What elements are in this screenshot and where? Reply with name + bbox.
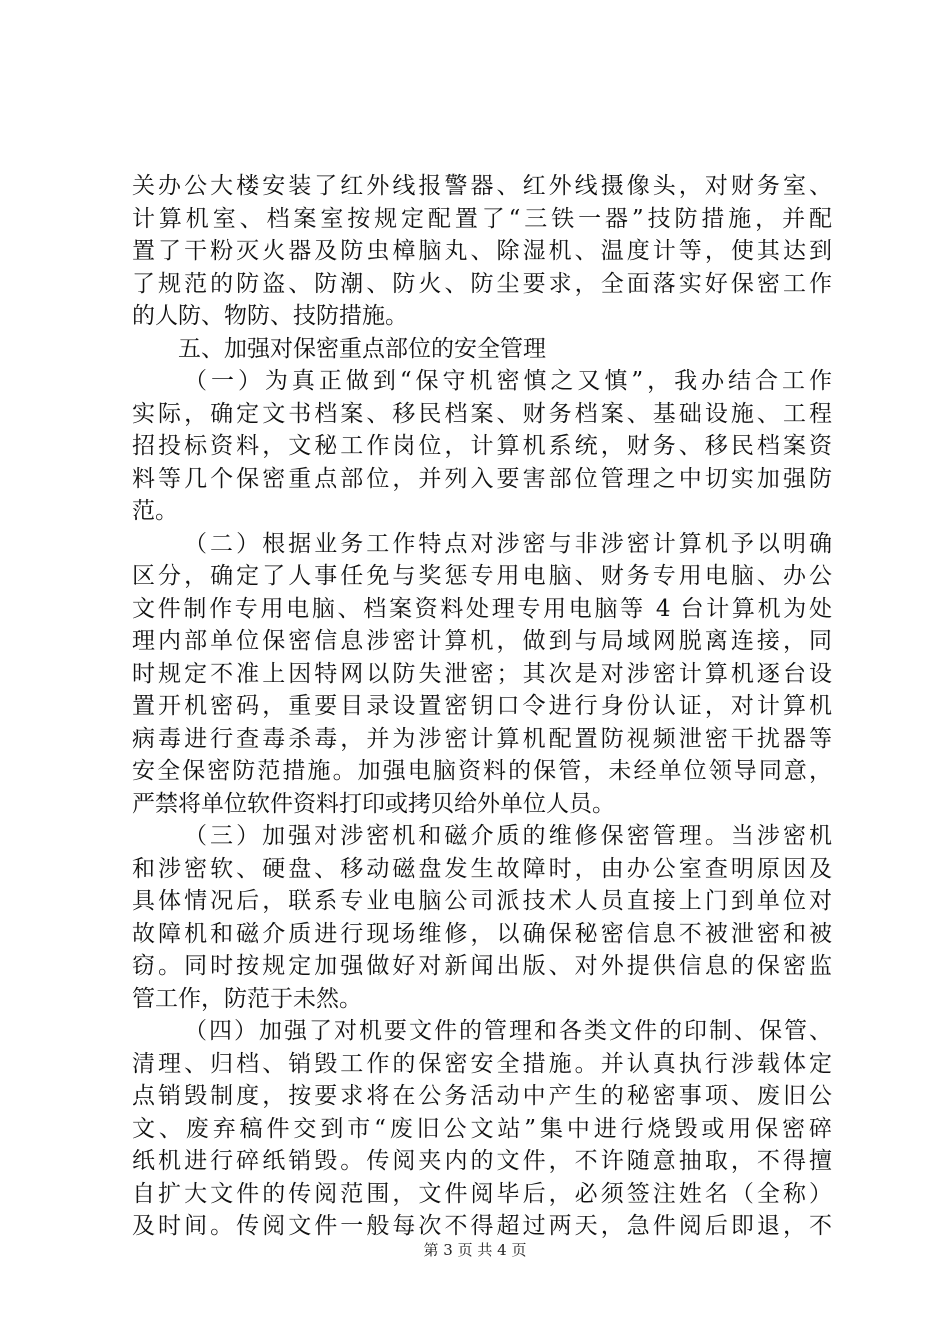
text-line: 文、废弃稿件交到市“废旧公文站”集中进行烧毁或用保密碎 [132,1115,832,1142]
text-line: 招投标资料，文秘工作岗位，计算机系统，财务、移民档案资 [132,433,832,459]
text-line: 了规范的防盗、防潮、防火、防尘要求，全面落实好保密工作 [132,270,832,297]
text-line: 的人防、物防、技防措施。 [132,303,408,329]
text-line: 实际，确定文书档案、移民档案、财务档案、基础设施、工程 [132,400,832,427]
text-line: 病毒进行查毒杀毒，并为涉密计算机配置防视频泄密干扰器等 [132,725,832,752]
text-line: （二）根据业务工作特点对涉密与非涉密计算机予以明确 [184,530,832,557]
text-line: 料等几个保密重点部位，并列入要害部位管理之中切实加强防 [132,465,832,492]
page-footer: 第 3 页 共 4 页 [423,1241,527,1259]
text-line: 清理、归档、销毁工作的保密安全措施。并认真执行涉载体定 [132,1050,832,1077]
text-line: 时规定不准上因特网以防失泄密；其次是对涉密计算机逐台设 [132,660,832,687]
section-heading: 五、加强对保密重点部位的安全管理 [178,335,546,362]
text-line: （一）为真正做到“保守机密慎之又慎”，我办结合工作 [184,368,832,394]
text-line: 置了干粉灭火器及防虫樟脑丸、除湿机、温度计等，使其达到 [132,238,832,264]
text-line: 安全保密防范措施。加强电脑资料的保管，未经单位领导同意， [132,758,832,784]
text-line: 计算机室、档案室按规定配置了“三铁一器”技防措施，并配 [132,205,832,232]
text-line: 故障机和磁介质进行现场维修，以确保秘密信息不被泄密和被 [132,920,832,947]
text-line: （四）加强了对机要文件的管理和各类文件的印制、保管、 [184,1018,832,1044]
text-line: 具体情况后，联系专业电脑公司派技术人员直接上门到单位对 [132,888,832,914]
text-line: 文件制作专用电脑、档案资料处理专用电脑等 4 台计算机为处 [132,595,832,622]
text-line: 窃。同时按规定加强做好对新闻出版、对外提供信息的保密监 [132,953,832,979]
document-body [132,170,832,1243]
text-line: 理内部单位保密信息涉密计算机，做到与局域网脱离连接，同 [132,628,832,654]
text-line: 点销毁制度，按要求将在公务活动中产生的秘密事项、废旧公 [132,1083,832,1109]
text-line: 自扩大文件的传阅范围，文件阅毕后，必须签注姓名（全称） [132,1180,832,1207]
text-line: 严禁将单位软件资料打印或拷贝给外单位人员。 [132,790,615,817]
text-line: 范。 [132,498,178,524]
text-line: 区分，确定了人事任免与奖惩专用电脑、财务专用电脑、办公 [132,563,832,589]
text-line: 关办公大楼安装了红外线报警器、红外线摄像头，对财务室、 [132,173,832,199]
text-line: 置开机密码，重要目录设置密钥口令进行身份认证，对计算机 [132,693,832,719]
text-line: 纸机进行碎纸销毁。传阅夹内的文件，不许随意抽取，不得擅 [132,1148,832,1174]
text-line: （三）加强对涉密机和磁介质的维修保密管理。当涉密机 [184,823,832,849]
text-line: 和涉密软、硬盘、移动磁盘发生故障时，由办公室查明原因及 [132,855,832,882]
text-line: 管工作，防范于未然。 [132,985,362,1012]
text-line: 及时间。传阅文件一般每次不得超过两天，急件阅后即退，不 [132,1213,832,1239]
